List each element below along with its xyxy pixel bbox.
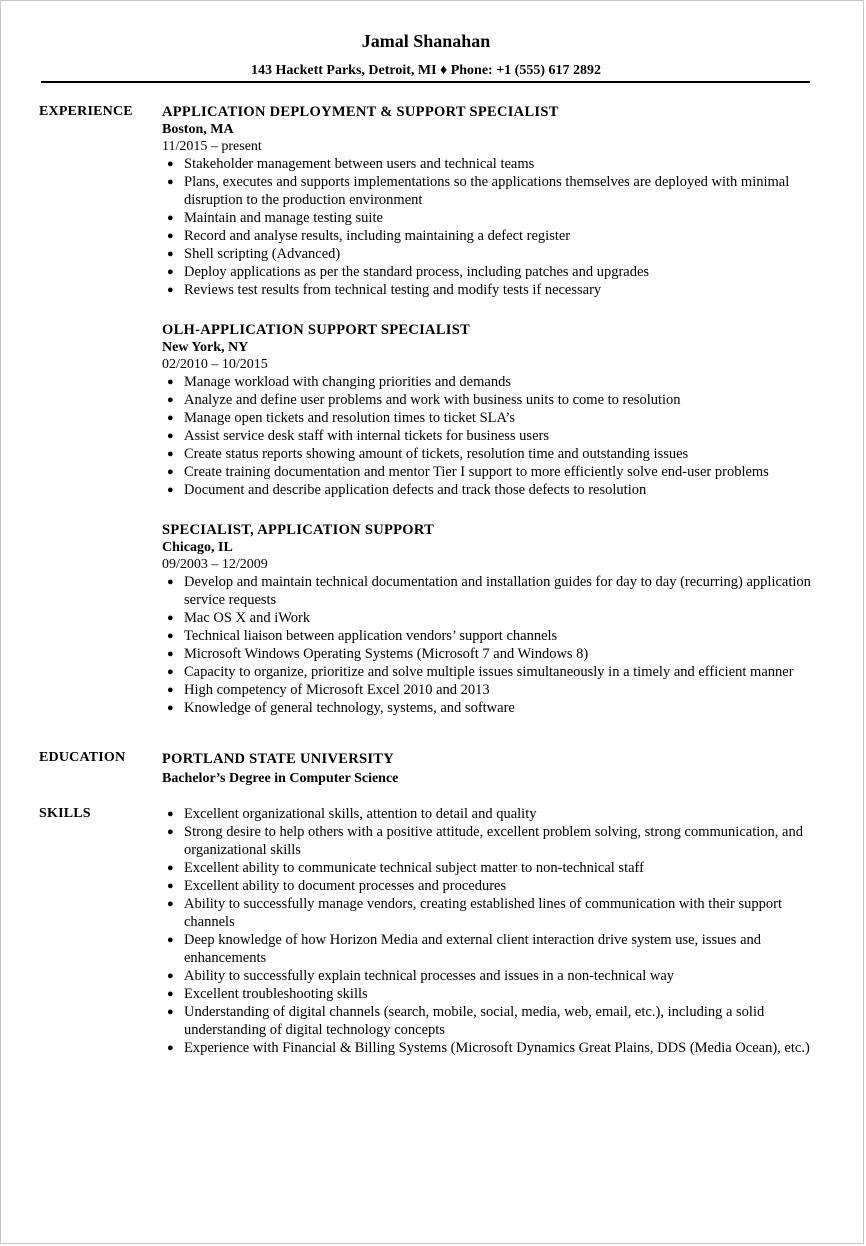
bullet-text: Microsoft Windows Operating Systems (Microsoft 7 and Windows 8) bbox=[184, 646, 589, 662]
bullet-icon: ● bbox=[167, 448, 174, 460]
bullet-item bbox=[162, 173, 829, 209]
bullet-item bbox=[162, 373, 829, 391]
bullet-icon: ● bbox=[167, 702, 174, 714]
bullet-item bbox=[162, 627, 829, 645]
bullet-text: Knowledge of general technology, systems, and software bbox=[184, 700, 515, 716]
bullet-icon: ● bbox=[167, 934, 174, 946]
bullet-text: Document and describe application defects and track those defects to resolution bbox=[184, 482, 647, 498]
bullet-text: Maintain and manage testing suite bbox=[184, 210, 383, 226]
job-dates: 11/2015 – present bbox=[162, 139, 262, 154]
job-location: Chicago, IL bbox=[162, 540, 233, 555]
bullet-icon: ● bbox=[167, 1042, 174, 1054]
bullet-icon: ● bbox=[167, 230, 174, 242]
skill-item bbox=[162, 931, 829, 967]
bullet-icon: ● bbox=[167, 158, 174, 170]
bullet-icon: ● bbox=[167, 898, 174, 910]
bullet-item bbox=[162, 645, 829, 663]
skill-item bbox=[162, 877, 829, 895]
skills-list bbox=[162, 805, 829, 1057]
education-body bbox=[162, 749, 829, 789]
job-location: Boston, MA bbox=[162, 122, 234, 137]
job-bullets bbox=[162, 373, 829, 499]
skill-item bbox=[162, 895, 829, 931]
school-name: PORTLAND STATE UNIVERSITY bbox=[162, 751, 395, 767]
bullet-icon: ● bbox=[167, 1006, 174, 1018]
bullet-icon: ● bbox=[167, 466, 174, 478]
bullet-icon: ● bbox=[167, 666, 174, 678]
job-bullets bbox=[162, 573, 829, 717]
bullet-item bbox=[162, 409, 829, 427]
skill-item bbox=[162, 1039, 829, 1057]
job-entry bbox=[162, 321, 829, 499]
bullet-text: Develop and maintain technical documentation and installation guides for day to day (recurring) application service requests bbox=[184, 574, 811, 608]
job-dates: 02/2010 – 10/2015 bbox=[162, 357, 268, 372]
bullet-icon: ● bbox=[167, 684, 174, 696]
bullet-text: Plans, executes and supports implementations so the applications themselves are deployed with minimal disruption to the production environment bbox=[184, 174, 790, 208]
skill-text: Excellent ability to communicate technical subject matter to non-technical staff bbox=[184, 860, 644, 876]
job-dates: 09/2003 – 12/2009 bbox=[162, 557, 268, 572]
bullet-icon: ● bbox=[167, 266, 174, 278]
bullet-item bbox=[162, 263, 829, 281]
bullet-icon: ● bbox=[167, 412, 174, 424]
experience-body bbox=[162, 103, 829, 739]
job-location: New York, NY bbox=[162, 340, 249, 355]
skill-item bbox=[162, 859, 829, 877]
job-title: SPECIALIST, APPLICATION SUPPORT bbox=[162, 522, 435, 538]
bullet-icon: ● bbox=[167, 648, 174, 660]
bullet-item bbox=[162, 681, 829, 699]
skill-item bbox=[162, 823, 829, 859]
bullet-item bbox=[162, 699, 829, 717]
bullet-icon: ● bbox=[167, 284, 174, 296]
bullet-icon: ● bbox=[167, 862, 174, 874]
bullet-text: Create status reports showing amount of tickets, resolution time and outstanding issues bbox=[184, 446, 689, 462]
bullet-item bbox=[162, 463, 829, 481]
bullet-text: Mac OS X and iWork bbox=[184, 610, 311, 626]
skill-text: Deep knowledge of how Horizon Media and external client interaction drive system use, issues and enhancements bbox=[184, 932, 762, 966]
bullet-text: Manage workload with changing priorities and demands bbox=[184, 374, 511, 390]
skill-item bbox=[162, 805, 829, 823]
bullet-text: Create training documentation and mentor Tier I support to more efficiently solve end-user problems bbox=[184, 464, 769, 480]
skill-text: Excellent organizational skills, attention to detail and quality bbox=[184, 806, 537, 822]
bullet-text: Reviews test results from technical testing and modify tests if necessary bbox=[184, 282, 602, 298]
candidate-name: Jamal Shanahan bbox=[361, 31, 491, 51]
skill-text: Experience with Financial & Billing Systems (Microsoft Dynamics Great Plains, DDS (Media Ocean), etc.) bbox=[184, 1040, 810, 1056]
bullet-icon: ● bbox=[167, 394, 174, 406]
section-label-experience: EXPERIENCE bbox=[39, 104, 133, 119]
bullet-icon: ● bbox=[167, 176, 174, 188]
bullet-text: High competency of Microsoft Excel 2010 and 2013 bbox=[184, 682, 490, 698]
bullet-icon: ● bbox=[167, 212, 174, 224]
skill-text: Understanding of digital channels (search, mobile, social, media, web, email, etc.), including a solid understanding of digital technology concepts bbox=[184, 1004, 765, 1038]
bullet-text: Stakeholder management between users and technical teams bbox=[184, 156, 535, 172]
bullet-item bbox=[162, 209, 829, 227]
bullet-text: Deploy applications as per the standard process, including patches and upgrades bbox=[184, 264, 650, 280]
bullet-icon: ● bbox=[167, 576, 174, 588]
skill-item bbox=[162, 985, 829, 1003]
bullet-text: Record and analyse results, including maintaining a defect register bbox=[184, 228, 571, 244]
bullet-text: Manage open tickets and resolution times to ticket SLA’s bbox=[184, 410, 516, 426]
bullet-icon: ● bbox=[167, 970, 174, 982]
bullet-text: Assist service desk staff with internal tickets for business users bbox=[184, 428, 549, 444]
bullet-item bbox=[162, 445, 829, 463]
bullet-icon: ● bbox=[167, 630, 174, 642]
skill-text: Excellent troubleshooting skills bbox=[184, 986, 368, 1002]
bullet-text: Capacity to organize, prioritize and solve multiple issues simultaneously in a timely and efficient manner bbox=[184, 664, 794, 680]
bullet-item bbox=[162, 609, 829, 627]
section-label-education: EDUCATION bbox=[39, 750, 126, 765]
skill-text: Strong desire to help others with a positive attitude, excellent problem solving, strong communication, and organizational skills bbox=[184, 824, 803, 858]
skill-text: Excellent ability to document processes and procedures bbox=[184, 878, 507, 894]
bullet-item bbox=[162, 663, 829, 681]
bullet-item bbox=[162, 427, 829, 445]
bullet-icon: ● bbox=[167, 826, 174, 838]
bullet-text: Analyze and define user problems and work with business units to come to resolution bbox=[184, 392, 681, 408]
bullet-item bbox=[162, 391, 829, 409]
skills-body bbox=[162, 805, 829, 1057]
bullet-item bbox=[162, 481, 829, 499]
bullet-icon: ● bbox=[167, 484, 174, 496]
bullet-icon: ● bbox=[167, 376, 174, 388]
bullet-item bbox=[162, 281, 829, 299]
bullet-item bbox=[162, 573, 829, 609]
bullet-item bbox=[162, 227, 829, 245]
skill-text: Ability to successfully explain technical processes and issues in a non-technical way bbox=[184, 968, 675, 984]
job-entry bbox=[162, 103, 829, 299]
job-title: APPLICATION DEPLOYMENT & SUPPORT SPECIALIST bbox=[162, 104, 559, 120]
contact-line: 143 Hackett Parks, Detroit, MI ♦ Phone: +1 (555) 617 2892 bbox=[250, 63, 602, 78]
bullet-icon: ● bbox=[167, 808, 174, 820]
bullet-item bbox=[162, 245, 829, 263]
resume-header bbox=[41, 29, 811, 80]
bullet-icon: ● bbox=[167, 430, 174, 442]
job-title: OLH-APPLICATION SUPPORT SPECIALIST bbox=[162, 322, 471, 338]
job-bullets bbox=[162, 155, 829, 299]
bullet-item bbox=[162, 155, 829, 173]
bullet-icon: ● bbox=[167, 988, 174, 1000]
skill-item bbox=[162, 1003, 829, 1039]
bullet-text: Shell scripting (Advanced) bbox=[184, 246, 341, 262]
job-entry bbox=[162, 521, 829, 717]
bullet-text: Technical liaison between application vendors’ support channels bbox=[184, 628, 558, 644]
skill-item bbox=[162, 967, 829, 985]
section-label-skills: SKILLS bbox=[39, 806, 91, 821]
bullet-icon: ● bbox=[167, 248, 174, 260]
skill-text: Ability to successfully manage vendors, creating established lines of communication with their support channels bbox=[184, 896, 782, 930]
bullet-icon: ● bbox=[167, 880, 174, 892]
header-divider bbox=[41, 81, 810, 83]
bullet-icon: ● bbox=[167, 612, 174, 624]
degree-name: Bachelor’s Degree in Computer Science bbox=[162, 771, 399, 786]
